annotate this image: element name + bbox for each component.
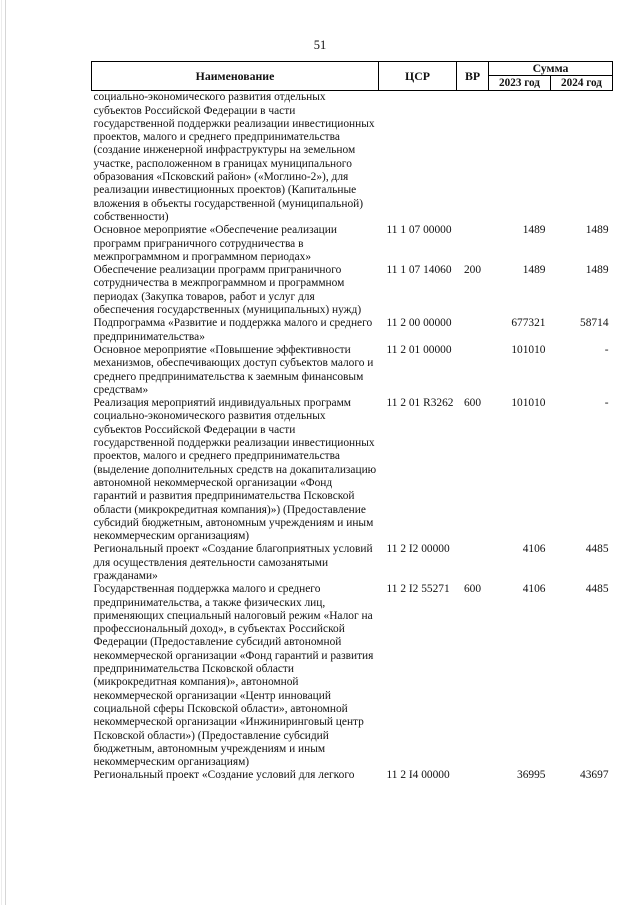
row-sum-2024: - [604, 343, 609, 356]
row-sum-2024: - [604, 397, 609, 410]
row-vr: 600 [463, 583, 482, 596]
row-sum-2024: 1489 [585, 224, 609, 237]
row-sum-2023: 1489 [522, 224, 546, 237]
row-sum-2023: 4106 [522, 583, 546, 596]
header-vr: ВР [457, 62, 489, 91]
table-header [92, 62, 613, 91]
scan-edge-line [5, 0, 6, 905]
table-row [92, 344, 613, 397]
row-sum-2024: 4485 [585, 543, 609, 556]
row-vr [457, 769, 489, 782]
header-sum: Сумма [489, 62, 613, 76]
row-csr: 11 1 07 00000 [386, 224, 452, 237]
row-name: Региональный проект «Создание благоприятных условий для осуществления деятельности самозанятыми гражданами» [93, 543, 373, 582]
table-row [92, 264, 613, 317]
row-sum-2023: 4106 [522, 543, 546, 556]
row-name: Реализация мероприятий индивидуальных программ социально-экономического развития отдельных субъектов Российской Федерации в части государственной поддержки реализации инвестиционных проектов, малого и среднего предпринимательства (выделение дополнительных средств на докапитализацию автономной некоммерческой организации «Фонд гарантий и развития предпринимательства Псковской области (микрокредитная компания)») (Предоставление субсидий бюджетным, автономным учреждениям и иным некоммерческим организациям) [93, 397, 377, 543]
header-name: Наименование [92, 62, 379, 91]
row-sum-2024: 4485 [585, 583, 609, 596]
row-vr [457, 224, 489, 264]
row-sum-2023: 101010 [511, 397, 546, 410]
header-year-2023: 2023 год [489, 76, 551, 91]
row-csr: 11 2 I2 55271 [386, 583, 450, 596]
table-row [92, 769, 613, 782]
row-vr [457, 317, 489, 344]
row-sum-2024: 58714 [580, 317, 609, 330]
row-name: Подпрограмма «Развитие и поддержка малого и среднего предпринимательства» [93, 317, 373, 343]
table-row [92, 543, 613, 583]
row-csr [379, 91, 457, 224]
row-vr: 200 [463, 264, 482, 277]
row-vr [457, 543, 489, 583]
row-sum-2023: 101010 [511, 343, 546, 356]
row-csr: 11 2 01 00000 [386, 343, 452, 356]
budget-table [91, 61, 613, 783]
row-vr [457, 91, 489, 224]
table-row [92, 397, 613, 543]
row-csr: 11 2 00 00000 [386, 317, 452, 330]
row-sum-2023: 1489 [522, 264, 546, 277]
header-year-2024: 2024 год [551, 76, 613, 91]
row-csr: 11 1 07 14060 [386, 264, 452, 277]
row-sum-2023: 677321 [511, 317, 546, 330]
row-sum-2024: 43697 [580, 769, 609, 782]
table-row [92, 224, 613, 264]
table-row [92, 583, 613, 769]
row-name: Обеспечение реализации программ приграничного сотрудничества в межпрограммном и программном периодах (Закупка товаров, работ и услуг для обеспечения государственных (муниципальных) нужд) [93, 264, 362, 317]
table-row [92, 317, 613, 344]
row-sum-2023: 36995 [517, 769, 546, 782]
row-vr: 600 [463, 397, 482, 410]
row-csr: 11 2 I4 00000 [386, 769, 450, 782]
row-sum-2024: 1489 [585, 264, 609, 277]
row-name: Основное мероприятие «Обеспечение реализации программ приграничного сотрудничества в межпрограммном и программном периодах» [93, 224, 337, 263]
table-row [92, 91, 613, 224]
row-name: Государственная поддержка малого и среднего предпринимательства, а также физических лиц, применяющих специальный налоговый режим «Налог на профессиональный доход», в субъектах Российской Федерации (Предоставление субсидий автономной некоммерческой организации «Фонд гарантий и развития предпринимательства Псковской области (микрокредитная компания)», автономной некоммерческой организации «Центр инноваций социальной сферы Псковской области», автономной некоммерческой организации «Инжиниринговый центр Псковской области») (Предоставление субсидий бюджетным, автономным учреждениям и иным некоммерческим организациям) [93, 583, 374, 769]
table-body [92, 91, 613, 783]
row-sum-2024 [551, 91, 613, 224]
scan-edge-line [1, 0, 2, 905]
row-name: Региональный проект «Создание условий для легкого [93, 769, 355, 782]
header-csr: ЦСР [379, 62, 457, 91]
row-name: Основное мероприятие «Повышение эффективности механизмов, обеспечивающих доступ субъектов малого и среднего предпринимательства к заемным финансовым средствам» [93, 343, 374, 396]
row-csr: 11 2 01 R3262 [386, 397, 454, 410]
row-vr [457, 344, 489, 397]
row-name: социально-экономического развития отдельных субъектов Российской Федерации в части государственной поддержки реализации инвестиционных проектов, малого и среднего предпринимательства (создание инженерной инфраструктуры на земельном участке, расположенном в границах муниципального образования «Псковский район» («Моглино-2»), для реализации инвестиционных проектов) (Капитальные вложения в объекты государственной (муниципальной) собственности) [93, 91, 375, 223]
page-number: 51 [313, 38, 327, 52]
row-sum-2023 [489, 91, 551, 224]
row-csr: 11 2 I2 00000 [386, 543, 450, 556]
